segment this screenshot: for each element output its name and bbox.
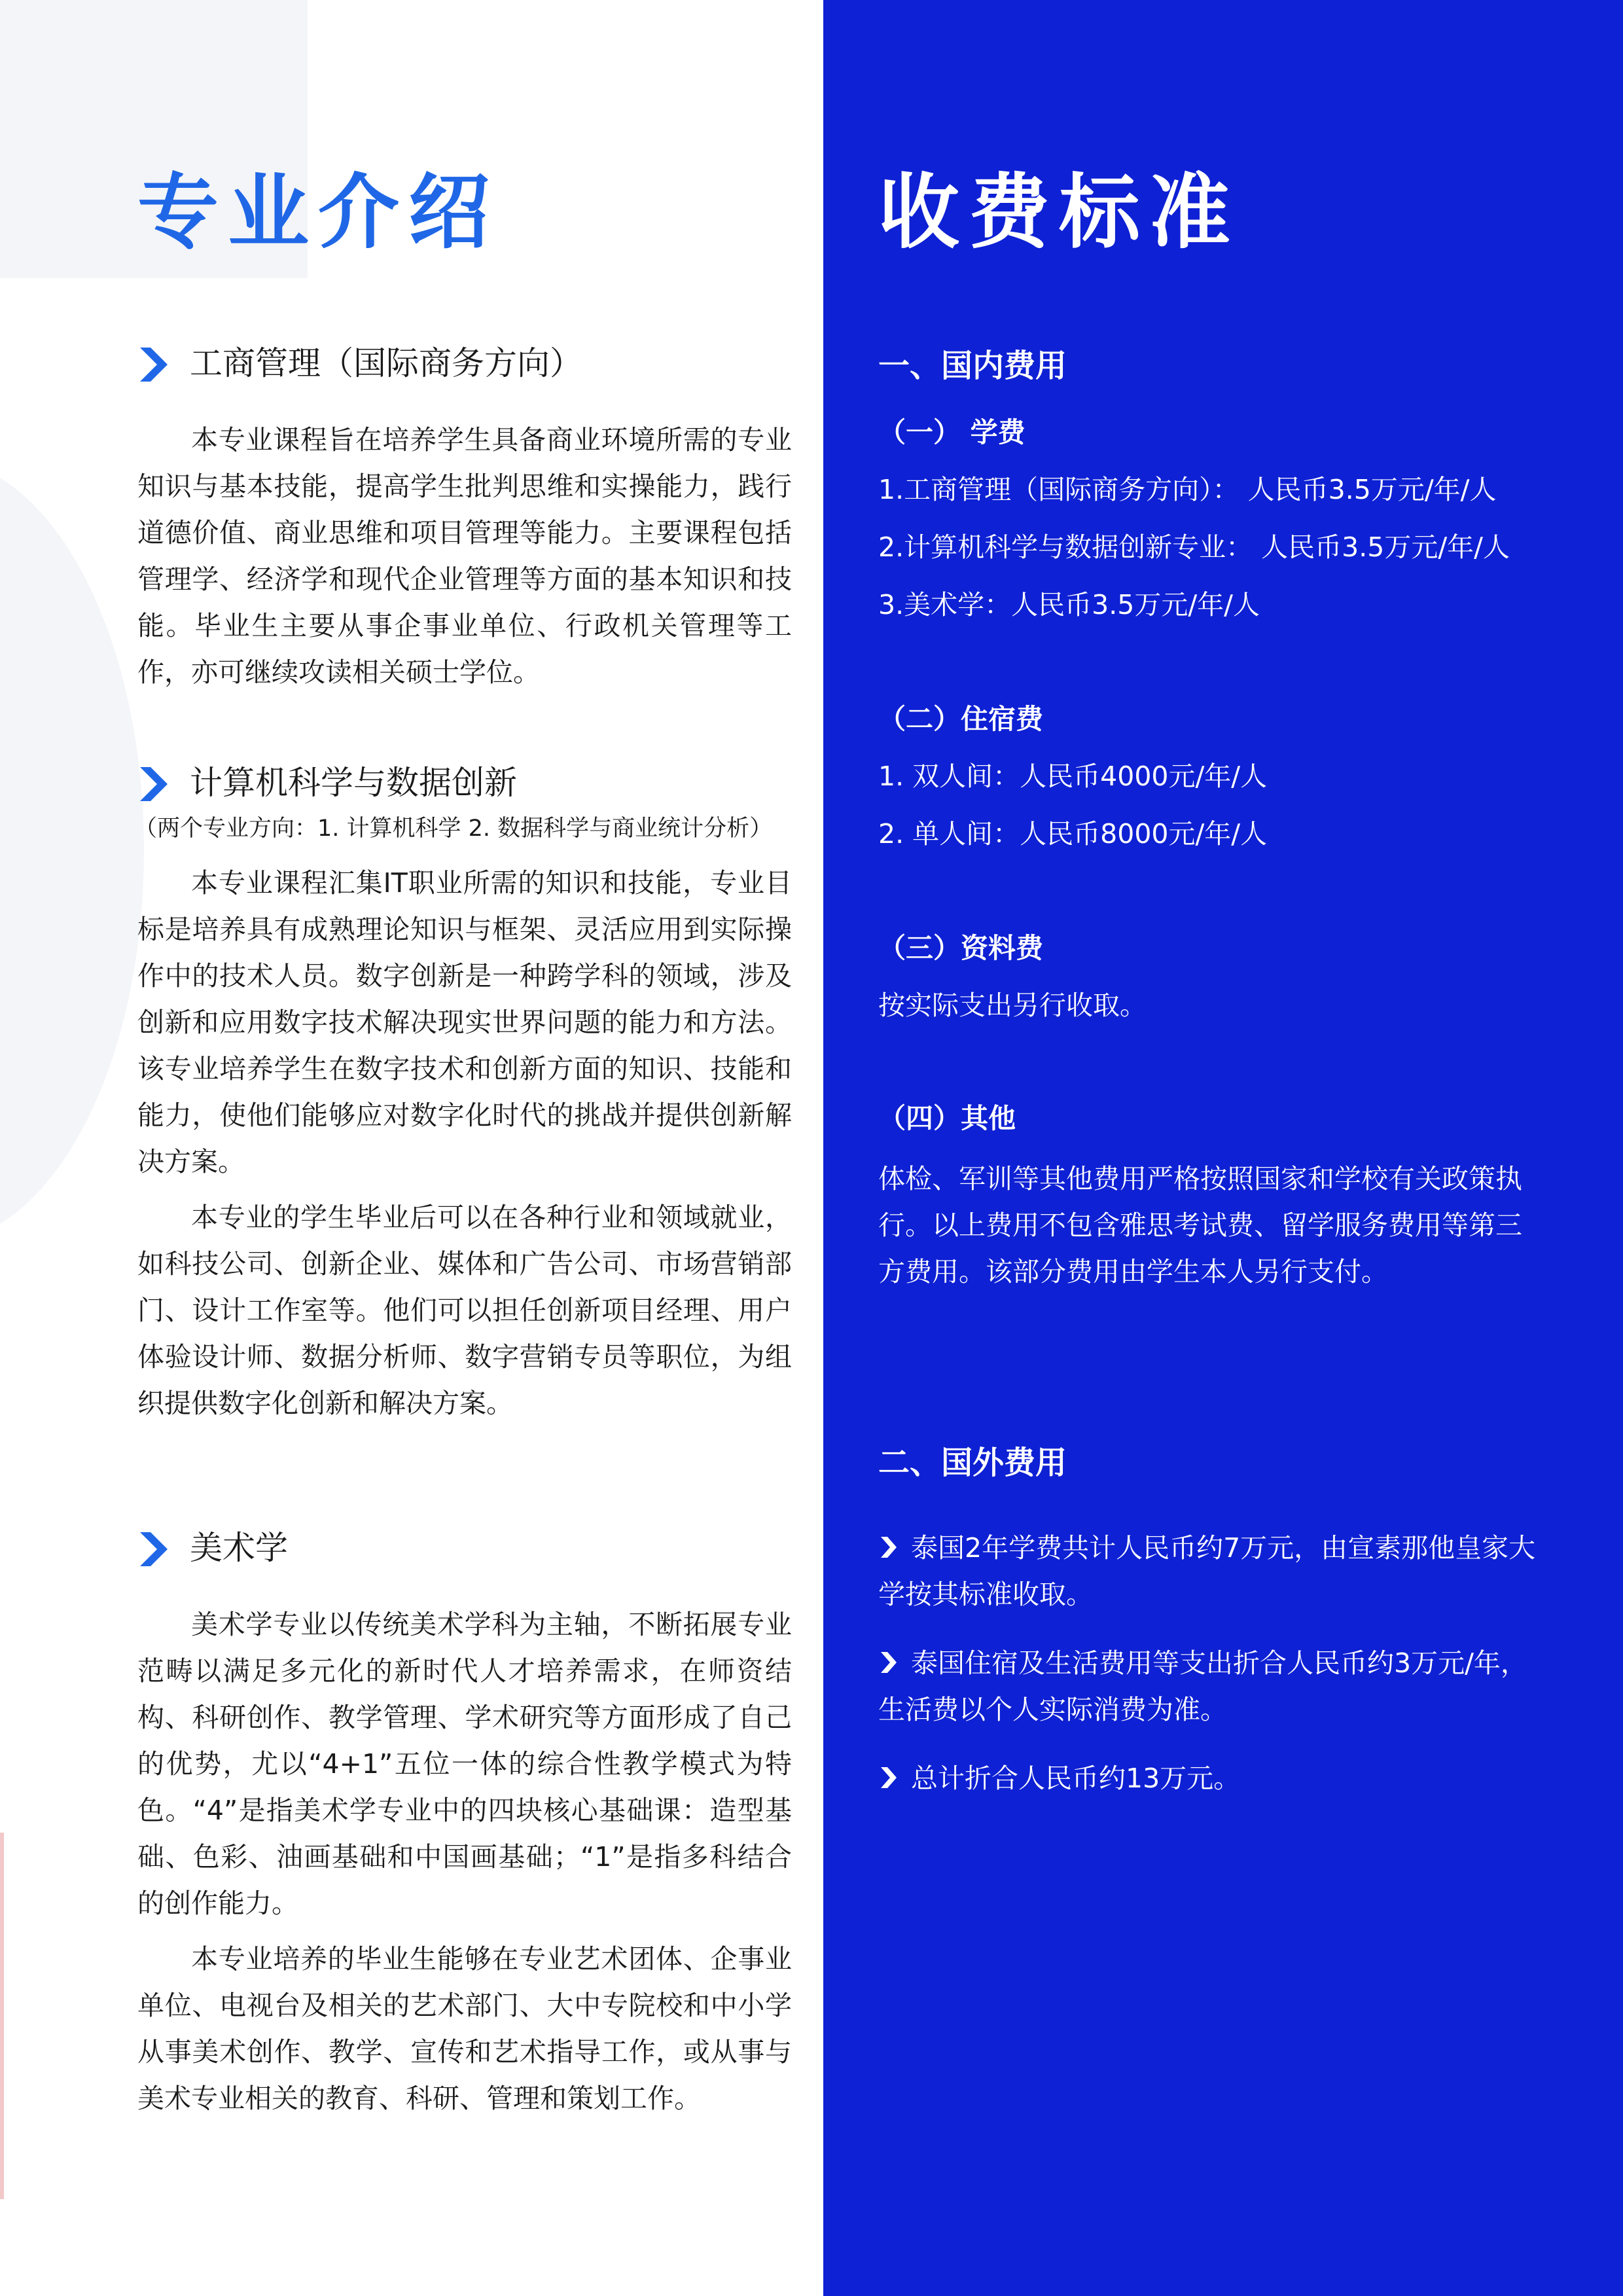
background-decoration	[0, 458, 144, 1244]
tuition-line: 3.美术学：人民币3.5万元/年/人	[878, 589, 1260, 620]
tuition-line: 2.计算机科学与数据创新专业： 人民币3.5万元/年/人	[878, 531, 1510, 563]
background-decoration	[0, 1833, 4, 2199]
overseas-fee-text: 泰国住宿及生活费用等支出折合人民币约3万元/年，生活费以个人实际消费为准。	[878, 1647, 1527, 1725]
other-fees-block	[878, 1096, 1539, 1295]
major-section-computer-science	[134, 757, 792, 1427]
section-paragraph: 本专业培养的毕业生能够在专业艺术团体、企事业单位、电视台及相关的艺术部门、大中专院校和中小学从事美术创作、教学、宣传和艺术指导工作，或从事与美术专业相关的教育、科研、管理和策划工作。	[137, 1943, 792, 2114]
overseas-fees-heading-block	[878, 1440, 1539, 1486]
other-fees-heading: （四）其他	[878, 1102, 1016, 1134]
materials-text: 按实际支出另行收取。	[878, 990, 1147, 1021]
materials-block	[878, 925, 1539, 1034]
overseas-fees-list	[878, 1525, 1539, 1802]
materials-heading: （三）资料费	[878, 932, 1044, 964]
page-title: 专业介绍	[137, 166, 499, 260]
chevron-right-icon	[137, 1531, 170, 1568]
section-paragraph: 本专业课程旨在培养学生具备商业环境所需的专业知识与基本技能，提高学生批判思维和实操能力，践行道德价值、商业思维和项目管理等能力。主要课程包括管理学、经济学和现代企业管理等方面的基本知识和技能。毕业生主要从事企事业单位、行政机关管理等工作，亦可继续攻读相关硕士学位。	[137, 424, 792, 688]
tuition-line: 1.工商管理（国际商务方向）： 人民币3.5万元/年/人	[878, 474, 1497, 505]
section-paragraph: 本专业的学生毕业后可以在各种行业和领域就业，如科技公司、创新企业、媒体和广告公司、市场营销部门、设计工作室等。他们可以担任创新项目经理、用户体验设计师、数据分析师、数字营销专员等职位，为组织提供数字化创新和解决方案。	[137, 1202, 792, 1419]
chevron-right-icon	[878, 1765, 899, 1790]
fee-title: 收费标准	[878, 166, 1240, 260]
section-paragraph: 本专业课程汇集IT职业所需的知识和技能，专业目标是培养具有成熟理论知识与框架、灵活应用到实际操作中的技术人员。数字创新是一种跨学科的领域，涉及创新和应用数字技术解决现实世界问题的能力和方法。该专业培养学生在数字技术和创新方面的知识、技能和能力，使他们能够应对数字化时代的挑战并提供创新解决方案。	[137, 867, 792, 1177]
section-paragraph: 美术学专业以传统美术学科为主轴，不断拓展专业范畴以满足多元化的新时代人才培养需求，在师资结构、科研创作、教学管理、学术研究等方面形成了自己的优势，尤以“4+1”五位一体的综合性教学模式为特色。“4”是指美术学专业中的四块核心基础课：造型基础、色彩、油画基础和中国画基础；“1”是指多科结合的创作能力。	[137, 1609, 792, 1919]
domestic-fees-heading-block	[878, 343, 1539, 389]
chevron-right-icon	[137, 346, 170, 383]
chevron-right-icon	[878, 1535, 899, 1560]
overseas-fees-heading: 二、国外费用	[878, 1444, 1067, 1481]
list-item	[878, 1525, 1539, 1618]
chevron-right-icon	[137, 766, 170, 802]
section-title: 美术学	[190, 1529, 288, 1567]
major-section-fine-arts	[137, 1522, 792, 2122]
section-subtitle: （两个专业方向：1. 计算机科学 2. 数据科学与商业统计分析）	[134, 816, 773, 842]
accommodation-block	[878, 696, 1539, 863]
tuition-block	[878, 410, 1539, 634]
domestic-fees-heading: 一、国内费用	[878, 348, 1067, 384]
tuition-heading: （一） 学费	[878, 416, 1026, 448]
section-title: 计算机科学与数据创新	[190, 764, 517, 802]
section-header	[137, 337, 792, 389]
accommodation-heading: （二）住宿费	[878, 703, 1044, 735]
section-title: 工商管理（国际商务方向）	[190, 344, 582, 382]
section-header	[137, 757, 792, 809]
list-item	[878, 1640, 1539, 1733]
accommodation-line: 1. 双人间：人民币4000元/年/人	[878, 761, 1268, 792]
overseas-fee-text: 泰国2年学费共计人民币约7万元，由宣素那他皇家大学按其标准收取。	[878, 1532, 1536, 1610]
section-header	[137, 1522, 792, 1574]
other-fees-text: 体检、军训等其他费用严格按照国家和学校有关政策执行。以上费用不包含雅思考试费、留学服务费用等第三方费用。该部分费用由学生本人另行支付。	[878, 1163, 1522, 1287]
overseas-fee-text: 总计折合人民币约13万元。	[911, 1763, 1241, 1794]
list-item	[878, 1755, 1539, 1802]
chevron-right-icon	[878, 1650, 899, 1675]
accommodation-line: 2. 单人间：人民币8000元/年/人	[878, 818, 1268, 850]
major-section-business	[137, 337, 792, 696]
